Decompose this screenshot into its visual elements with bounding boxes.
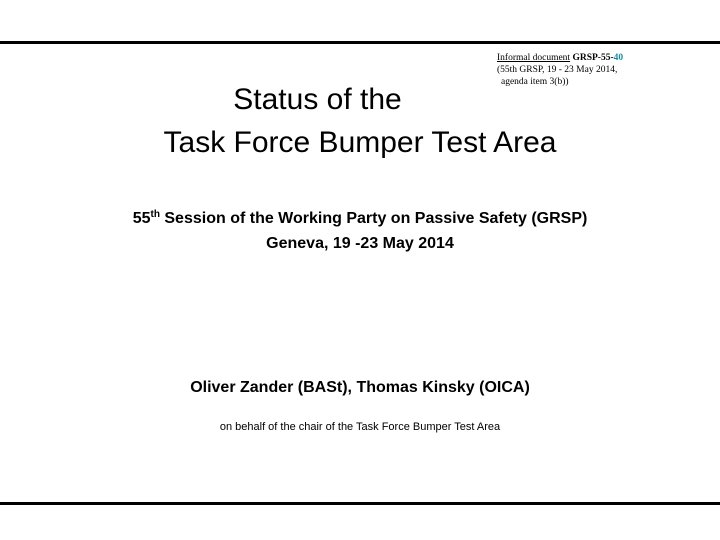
- bottom-rule: [0, 502, 720, 505]
- session-line-1: [0, 206, 720, 231]
- docref-line-2: (55th GRSP, 19 - 23 May 2014,: [497, 65, 618, 75]
- session-name: Session of the Working Party on Passive Safety (GRSP): [159, 210, 588, 227]
- title-line-2: Task Force Bumper Test Area: [163, 126, 557, 159]
- docref-line-1: [497, 52, 717, 64]
- docref-label: Informal document: [497, 53, 571, 63]
- top-rule: [0, 41, 720, 44]
- docref-code: GRSP-55-: [572, 53, 614, 63]
- docref-number: 40: [613, 53, 624, 63]
- session-ordinal-suffix: th: [150, 209, 160, 220]
- authors: Oliver Zander (BASt), Thomas Kinsky (OICA): [190, 379, 530, 396]
- session-ordinal: 55: [132, 210, 151, 227]
- page-title: [0, 78, 720, 164]
- docref-line-3: agenda item 3(b)): [501, 77, 569, 87]
- session-location-date: Geneva, 19 -23 May 2014: [266, 235, 454, 252]
- title-line-1: Status of the: [233, 83, 402, 116]
- behalf-note: on behalf of the chair of the Task Force Bumper Test Area: [219, 421, 501, 433]
- session-info: [0, 206, 720, 256]
